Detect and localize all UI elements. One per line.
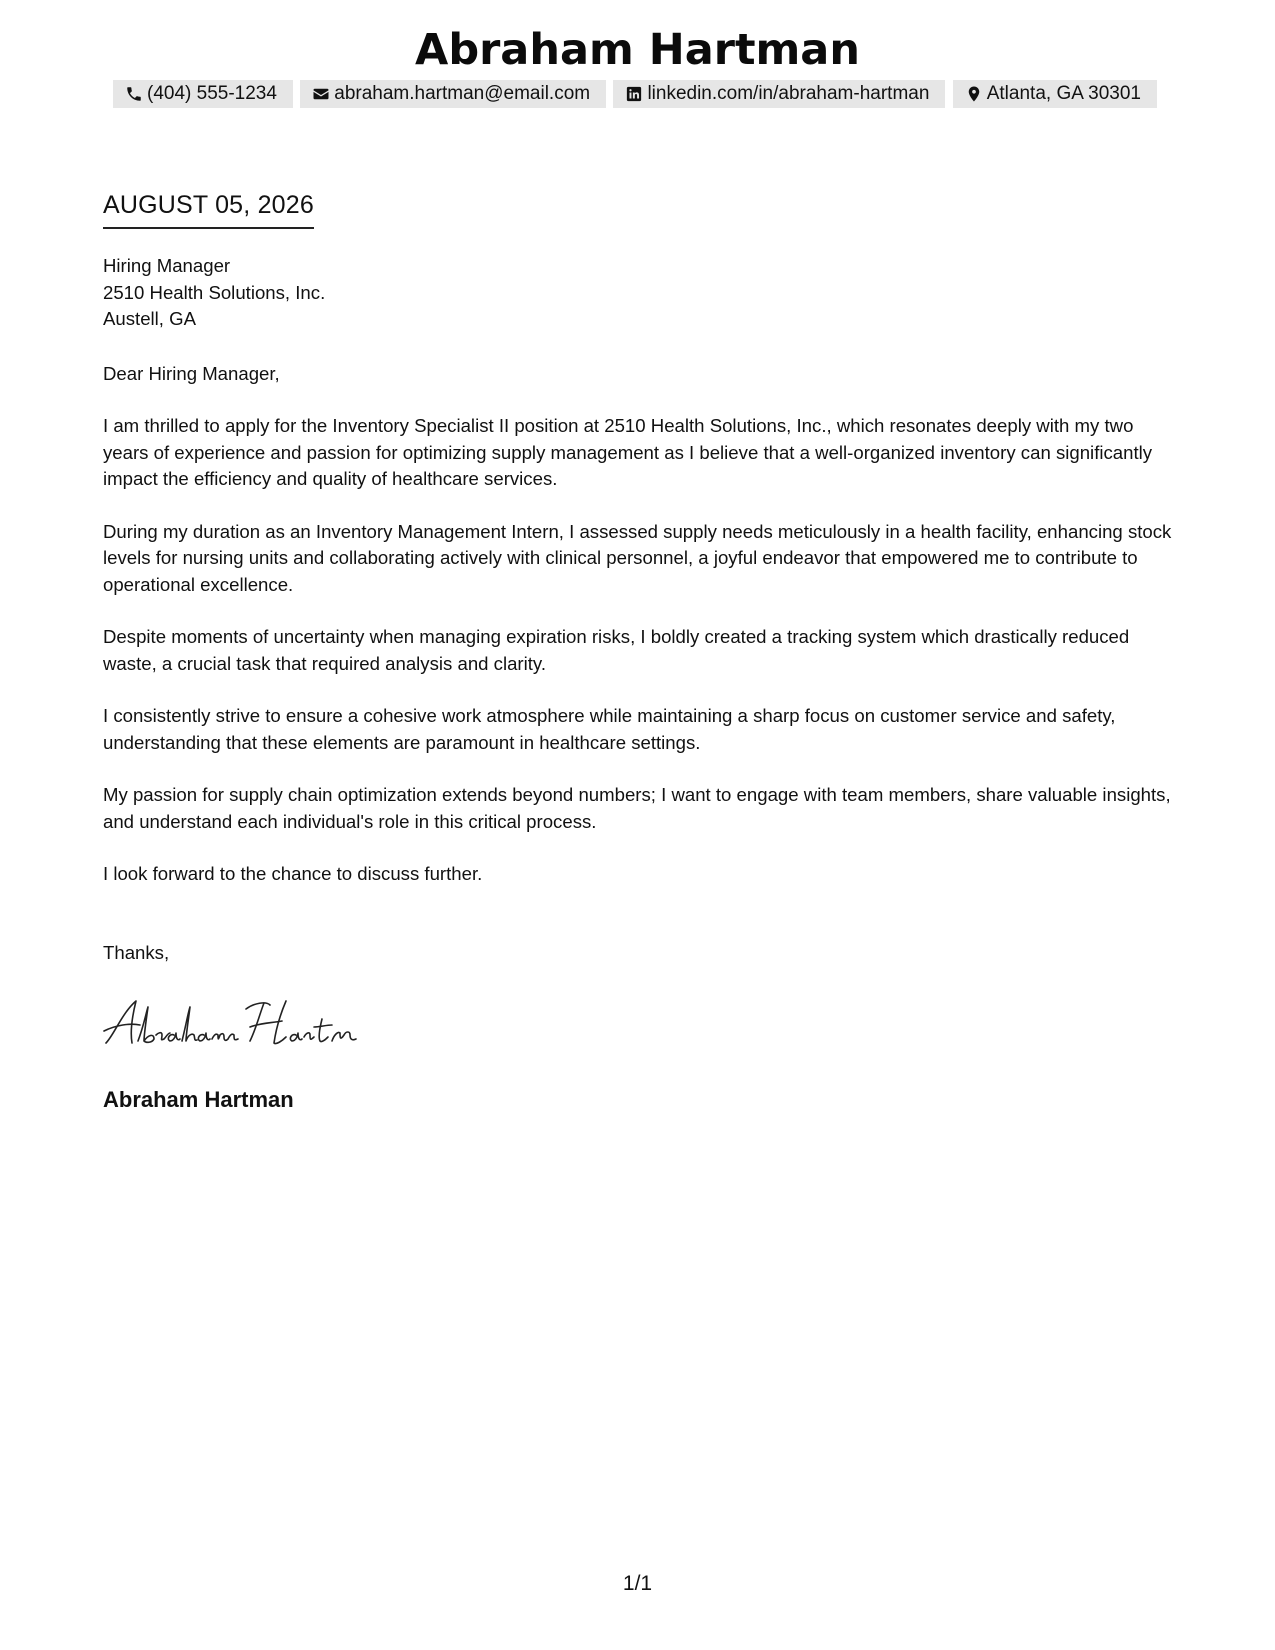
letter-date: AUGUST 05, 2026 <box>103 190 314 229</box>
body-paragraph: Despite moments of uncertainty when managing expiration risks, I boldly created a tracking system which drastically reduced waste, a crucial task that required analysis and clarity. <box>103 626 1130 674</box>
contact-phone[interactable] <box>113 80 293 108</box>
linkedin-text: linkedin.com/in/abraham-hartman <box>647 83 930 104</box>
map-pin-icon <box>965 85 983 103</box>
body-paragraph: I look forward to the chance to discuss further. <box>103 863 483 884</box>
signer-name: Abraham Hartman <box>103 1087 294 1112</box>
signature <box>100 995 370 1055</box>
email-text: abraham.hartman@email.com <box>334 83 591 104</box>
letter-body <box>103 413 1173 914</box>
phone-text: (404) 555-1234 <box>147 83 277 104</box>
body-paragraph: During my duration as an Inventory Management Intern, I assessed supply needs meticulously in a health facility, enhancing stock levels for nursing units and collaborating actively with clinical personnel, a joyful endeavor that empowered me to contribute to operational excellence. <box>103 520 1172 595</box>
recipient-line-company: 2510 Health Solutions, Inc. <box>103 281 326 303</box>
contact-email[interactable] <box>300 80 606 108</box>
page-number: 1/1 <box>622 1572 653 1595</box>
contact-location[interactable] <box>953 80 1157 108</box>
recipient-line-title: Hiring Manager <box>103 255 231 276</box>
contact-bar <box>113 80 1157 108</box>
body-paragraph: I am thrilled to apply for the Inventory Specialist II position at 2510 Health Solutions, Inc., which resonates deeply with my two years of experience and passion for optimizing supply management as I believe that a well-organized inventory can significantly impact the efficiency and quality of healthcare services. <box>103 415 1153 489</box>
envelope-icon <box>312 85 330 103</box>
linkedin-icon <box>625 85 643 103</box>
salutation: Dear Hiring Manager, <box>103 363 280 384</box>
recipient-line-city: Austell, GA <box>103 308 197 329</box>
recipient-address <box>103 253 1173 333</box>
date-block <box>103 190 314 229</box>
contact-linkedin[interactable] <box>613 80 945 108</box>
closing: Thanks, <box>103 942 170 963</box>
location-text: Atlanta, GA 30301 <box>986 83 1141 104</box>
phone-icon <box>125 85 143 103</box>
body-paragraph: I consistently strive to ensure a cohesive work atmosphere while maintaining a sharp focus on customer service and safety, understanding that these elements are paramount in healthcare settings. <box>103 705 1116 753</box>
body-paragraph: My passion for supply chain optimization extends beyond numbers; I want to engage with team members, share valuable insights, and understand each individual's role in this critical process. <box>103 784 1171 832</box>
applicant-name-heading: Abraham Hartman <box>415 25 860 75</box>
